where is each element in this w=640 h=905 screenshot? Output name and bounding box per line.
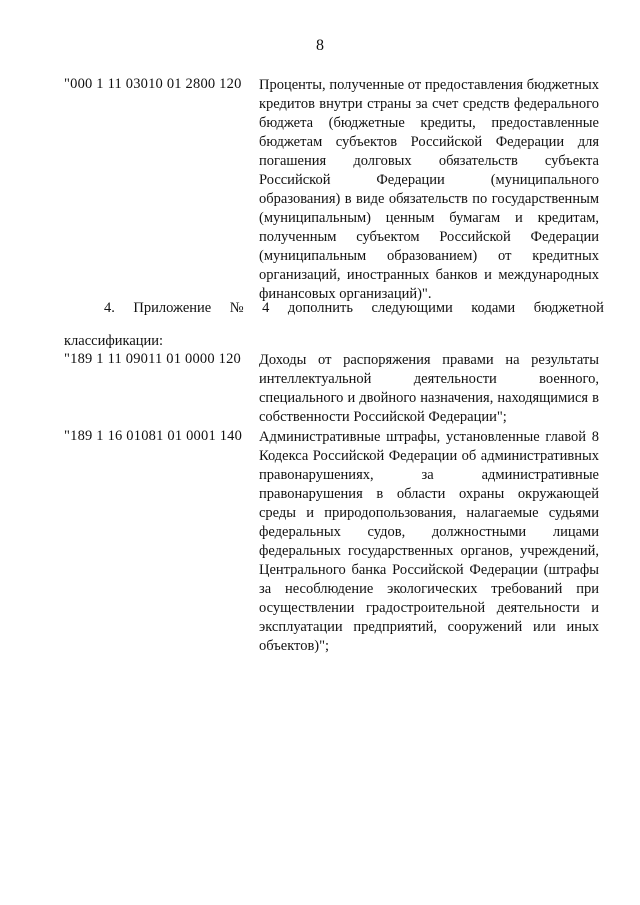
paragraph-word: 4. [104, 300, 115, 316]
paragraph-word: № [229, 300, 244, 316]
paragraph-word: кодами [471, 300, 516, 316]
paragraph-word: следующими [371, 300, 453, 316]
budget-code-description: Проценты, полученные от предоставления бюджетных кредитов внутри страны за счет средств федерального бюджета (бюджетные кредиты, предоставленные бюджетам субъектов Российской Федерации для погашения долговых обязательств субъекта Российской Федерации (муниципального образования) в виде обязательств по государственным (муниципальным) ценным бумагам и кредитам, полученным субъектом Российской Федерации (муниципальным образованием) от кредитных организаций, иностранных банков и международных финансовых организаций)". [259, 77, 599, 302]
amendment-paragraph [64, 299, 604, 351]
budget-code-description: Доходы от распоряжения правами на результаты интеллектуальной деятельности военного, специального и двойного назначения, находящимися в собственности Российской Федерации"; [259, 352, 599, 425]
budget-code-description: Административные штрафы, установленные главой 8 Кодекса Российской Федерации об административных правонарушениях, за административные правонарушения в области охраны окружающей среды и природопользования, налагаемые судьями федеральных судов, должностными лицами федеральных государственных органов, учреждений, Центрального банка Российской Федерации (штрафы за несоблюдение экологических требований при осуществлении градостроительной деятельности и эксплуатации предприятий, сооружений или иных объектов)"; [259, 429, 599, 654]
paragraph-first-line [64, 299, 604, 318]
paragraph-word: 4 [262, 300, 270, 316]
paragraph-word: дополнить [287, 300, 354, 316]
paragraph-continuation: классификации: [64, 333, 164, 349]
paragraph-word: Приложение [133, 300, 212, 316]
budget-classification-code: "189 1 16 01081 01 0001 140 [64, 428, 243, 444]
budget-classification-code: "000 1 11 03010 01 2800 120 [64, 76, 242, 92]
page-number: 8 [316, 37, 324, 54]
budget-classification-code: "189 1 11 09011 01 0000 120 [64, 351, 241, 367]
paragraph-word: бюджетной [533, 300, 604, 316]
